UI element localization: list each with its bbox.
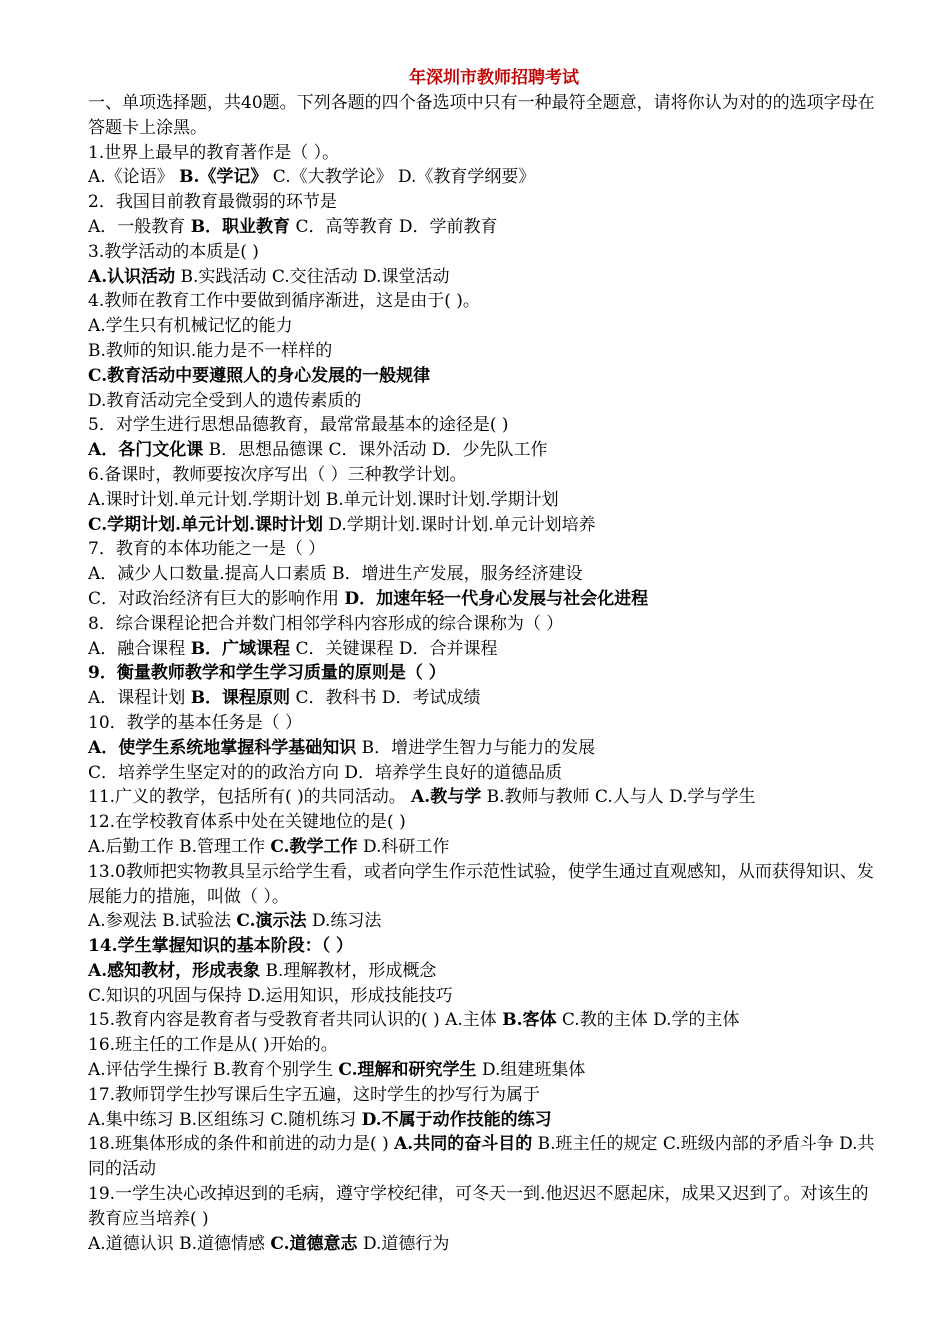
line-text: A.参观法 B.试验法 (88, 911, 237, 932)
line-text: A.课时计划.单元计划.学期计划 B.单元计划.课时计划.学期计划 (88, 489, 559, 510)
line-text: D.学期计划.课时计划.单元计划培养 (323, 514, 596, 535)
text-line (88, 339, 880, 364)
answer-text: B．职业教育 (190, 216, 291, 237)
text-line (88, 612, 880, 637)
text-line (88, 860, 880, 910)
line-text: 1.世界上最早的教育著作是（ ）。 (88, 142, 340, 163)
text-line (88, 587, 880, 612)
answer-text: C.理解和研究学生 (338, 1060, 477, 1081)
line-text: B.理解教材，形成概念 (260, 960, 437, 981)
section-intro: 一、单项选择题，共40题。下列各题的四个备选项中只有一种最符全题意，请将你认为对的的选项字母在答题卡上涂黑。 (88, 93, 875, 138)
text-line (88, 1083, 880, 1108)
text-line (88, 711, 880, 736)
line-text: 18.班集体形成的条件和前进的动力是( ) (88, 1134, 395, 1155)
answer-text: B.《学记》 (179, 167, 268, 188)
line-text: A．减少人口数量.提高人口素质 B．增进生产发展，服务经济建设 (88, 564, 583, 585)
line-text: A.后勤工作 B.管理工作 (88, 836, 271, 857)
line-text: 11.广义的教学，包括所有( )的共同活动。 (88, 787, 412, 808)
line-text: B.班主任的规定 C.班级内部的矛盾斗争 D.共同的活动 (88, 1134, 875, 1180)
line-text: 15.教育内容是教育者与受教育者共同认识的( ) A.主体 (88, 1010, 503, 1031)
line-text: A.集中练习 B.区组练习 C.随机练习 (88, 1109, 362, 1130)
line-text: B．增进学生智力与能力的发展 (356, 737, 596, 758)
text-line (88, 438, 880, 463)
text-line (88, 1232, 880, 1257)
text-line (88, 165, 880, 190)
line-text: C．教科书 D．考试成绩 (290, 688, 481, 709)
line-text: C．对政治经济有巨大的影响作用 (88, 588, 345, 609)
line-text: 4.教师在教育工作中要做到循序渐进，这是由于( )。 (88, 291, 480, 312)
text-line (88, 1132, 880, 1182)
answer-text: C.演示法 (236, 911, 307, 932)
text-line (88, 761, 880, 786)
answer-text: C.学期计划.单元计划.课时计划 (88, 514, 323, 535)
text-line (88, 215, 880, 240)
line-text: D.道德行为 (357, 1233, 450, 1254)
answer-text: C.教育活动中要遵照人的身心发展的一般规律 (88, 365, 431, 386)
line-text: 10．教学的基本任务是（ ） (88, 712, 303, 733)
line-text: D.练习法 (306, 911, 382, 932)
document-title: 年深圳市教师招聘考试 (409, 68, 579, 88)
answer-text: B．课程原则 (190, 688, 291, 709)
line-text: A.《论语》 (88, 167, 180, 188)
text-line (88, 289, 880, 314)
line-text: 19.一学生决心改掉迟到的毛病，遵守学校纪律，可冬天一到.他迟迟不愿起床，成果又迟到了。对该生的教育应当培养( ) (88, 1184, 869, 1229)
answer-text: B.客体 (502, 1010, 557, 1031)
line-text: B．思想品德课 C．课外活动 D．少先队工作 (203, 440, 548, 461)
answer-text: 14.学生掌握知识的基本阶段：（ ） (88, 936, 353, 957)
text-line (88, 364, 880, 389)
answer-text: A．各门文化课 (88, 440, 204, 461)
text-line (88, 1008, 880, 1033)
line-text: D.科研工作 (357, 836, 450, 857)
line-text: C．关键课程 D．合并课程 (290, 638, 498, 659)
text-line (88, 785, 880, 810)
answer-text: A.共同的奋斗目的 (394, 1134, 533, 1155)
line-text: 2．我国目前教育最微弱的环节是 (88, 192, 337, 213)
line-text: B.教师的知识.能力是不一样样的 (88, 340, 333, 361)
line-text: 17.教师罚学生抄写课后生字五遍，这时学生的抄写行为属于 (88, 1084, 541, 1105)
answer-text: A.认识活动 (88, 266, 176, 287)
answer-text: A.感知教材，形成表象 (88, 960, 261, 981)
text-line (88, 909, 880, 934)
line-text: 13.0教师把实物教具呈示给学生看，或者向学生作示范性试验，使学生通过直观感知，从而获得知识、发展能力的措施，叫做（ ）。 (88, 861, 874, 907)
text-line (88, 1058, 880, 1083)
text-line (88, 934, 880, 959)
answer-text: A.教与学 (411, 787, 482, 808)
answer-text: C.教学工作 (270, 836, 358, 857)
text-line (88, 959, 880, 984)
line-text: D.组建班集体 (476, 1060, 586, 1081)
answer-text: D.不属于动作技能的练习 (361, 1109, 552, 1130)
line-text: A.道德认识 B.道德情感 (88, 1233, 271, 1254)
text-line (88, 463, 880, 488)
line-text: C．高等教育 D．学前教育 (290, 216, 498, 237)
text-line (88, 661, 880, 686)
text-line (88, 265, 880, 290)
line-text: 8．综合课程论把合并数门相邻学科内容形成的综合课称为（ ） (88, 613, 564, 634)
text-line (88, 984, 880, 1009)
text-line (88, 488, 880, 513)
answer-text: B．广域课程 (190, 638, 291, 659)
text-line (88, 389, 880, 414)
line-text: 3.教学活动的本质是( ) (88, 241, 259, 262)
line-text: C.《大教学论》 D.《教育学纲要》 (267, 167, 536, 188)
line-text: A.评估学生操行 B.教育个别学生 (88, 1060, 339, 1081)
text-line (88, 686, 880, 711)
text-line (88, 1033, 880, 1058)
line-text: A．课程计划 (88, 688, 191, 709)
text-line (88, 190, 880, 215)
text-line (88, 537, 880, 562)
line-text: B.实践活动 C.交往活动 D.课堂活动 (175, 266, 450, 287)
line-text: 12.在学校教育体系中处在关键地位的是( ) (88, 812, 406, 833)
text-line (88, 314, 880, 339)
answer-text: A．使学生系统地掌握科学基础知识 (88, 737, 357, 758)
line-text: A．融合课程 (88, 638, 191, 659)
line-text: 16.班主任的工作是从( )开始的。 (88, 1035, 338, 1056)
text-line (88, 562, 880, 587)
line-text: 7．教育的本体功能之一是（ ） (88, 539, 326, 560)
line-text: A.学生只有机械记忆的能力 (88, 316, 293, 337)
text-line (88, 810, 880, 835)
line-text: D.教育活动完全受到人的遗传素质的 (88, 390, 362, 411)
text-line (88, 736, 880, 761)
text-line (88, 1182, 880, 1232)
line-text: C.教的主体 D.学的主体 (556, 1010, 740, 1031)
text-line (88, 1108, 880, 1133)
line-text: 5．对学生进行思想品德教育，最常常最基本的途径是( ) (88, 415, 509, 436)
line-text: A．一般教育 (88, 216, 191, 237)
text-line (88, 513, 880, 538)
text-line (88, 240, 880, 265)
line-text: C．培养学生坚定对的的政治方向 D．培养学生良好的道德品质 (88, 762, 563, 783)
answer-text: D．加速年轻一代身心发展与社会化进程 (344, 588, 649, 609)
answer-text: C.道德意志 (270, 1233, 358, 1254)
line-text: B.教师与教师 C.人与人 D.学与学生 (481, 787, 756, 808)
text-line (88, 835, 880, 860)
text-line (88, 141, 880, 166)
question-list (88, 141, 880, 1257)
line-text: 6.备课时，教师要按次序写出（ ）三种教学计划。 (88, 464, 467, 485)
line-text: C.知识的巩固与保持 D.运用知识，形成技能技巧 (88, 985, 453, 1006)
text-line (88, 413, 880, 438)
answer-text: 9．衡量教师教学和学生学习质量的原则是（ ） (88, 663, 446, 684)
text-line (88, 637, 880, 662)
